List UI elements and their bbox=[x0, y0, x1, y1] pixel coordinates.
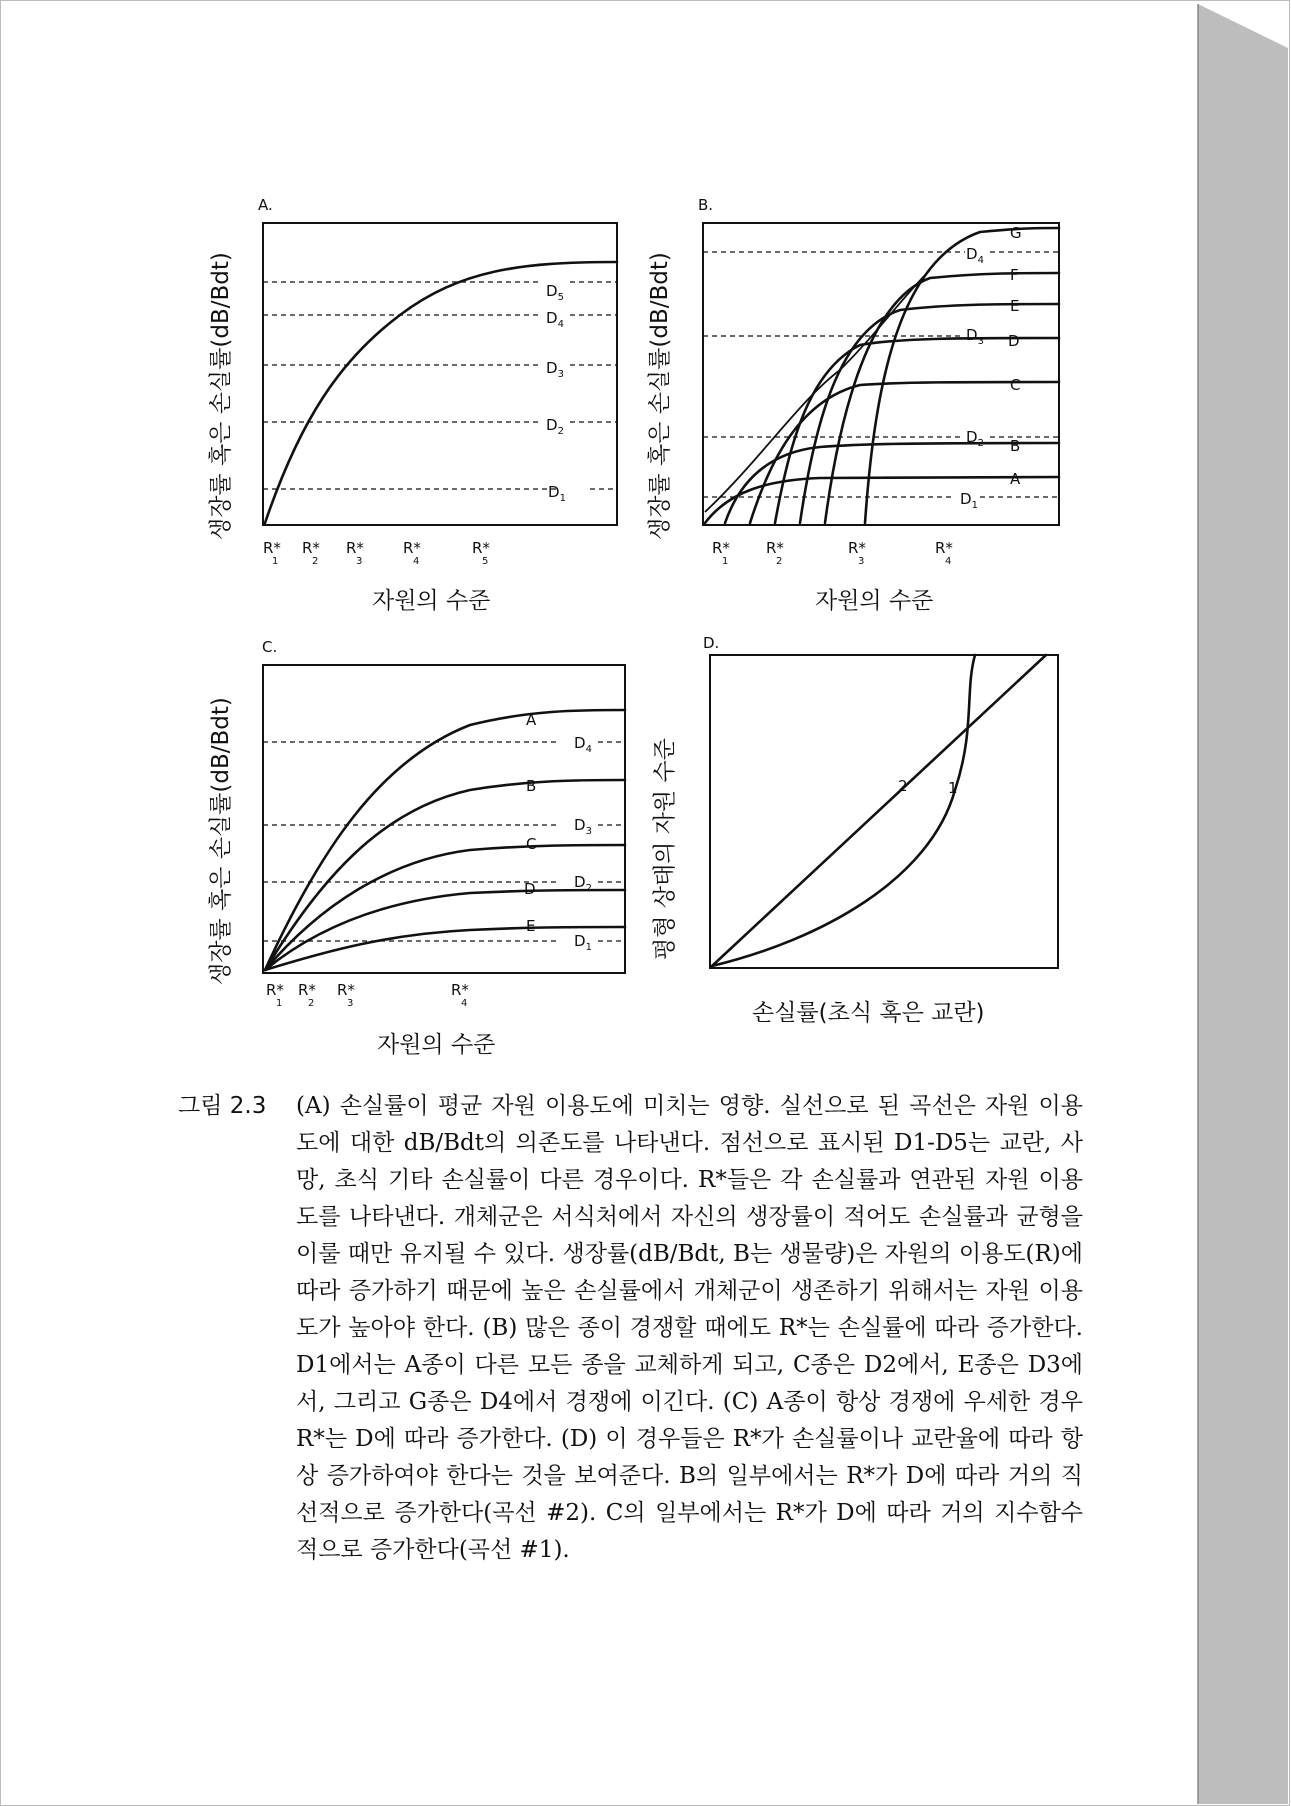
panel-d-label-2: 2 bbox=[898, 777, 908, 795]
panel-b-label-a: A bbox=[1010, 470, 1021, 488]
panel-b-r2-label: R* 2 bbox=[766, 539, 784, 567]
panel-b-r3-label: R* 3 bbox=[848, 539, 866, 567]
panel-b-label-e: E bbox=[1010, 297, 1020, 315]
panel-a-r1-label: R* 1 bbox=[263, 539, 281, 567]
panel-c-d3-label: $D_3$ bbox=[574, 816, 592, 837]
panel-a-r2-label: R* 2 bbox=[302, 539, 320, 567]
panel-a-ylabel: 생장률 혹은 손실률(dB/Bdt) bbox=[208, 252, 234, 540]
caption-label: 그림 2.3 bbox=[178, 1093, 267, 1119]
panel-d-label-1: 1 bbox=[948, 779, 958, 797]
panel-d-frame bbox=[710, 655, 1058, 968]
panel-b-label-g: G bbox=[1010, 224, 1022, 242]
panel-c-label-a: A bbox=[526, 711, 537, 729]
panel-b-d1-label: $D_1$ bbox=[960, 490, 978, 511]
panel-c-xlabel: 자원의 수준 bbox=[377, 1032, 496, 1058]
panel-c-d2-label: $D_2$ bbox=[574, 873, 592, 894]
panel-c bbox=[208, 638, 625, 1058]
panel-b-d4-label: $D_4$ bbox=[966, 245, 984, 266]
panel-a-r5-label: R* 5 bbox=[472, 539, 490, 567]
panel-c-label-c: C bbox=[526, 835, 537, 853]
panel-a-r4-label: R* 4 bbox=[403, 539, 421, 567]
panel-a bbox=[208, 196, 617, 614]
panel-d-xlabel: 손실률(초식 혹은 교란) bbox=[752, 1000, 985, 1026]
panel-c-r1-label: R* 1 bbox=[266, 981, 284, 1009]
panel-b-curve-f bbox=[825, 273, 1059, 523]
caption-text: (A) 손실률이 평균 자원 이용도에 미치는 영향. 실선으로 된 곡선은 자원 이용도에 대한 dB/Bdt의 의존도를 나타낸다. 점선으로 표시된 D1-D5는 교란, 사망, 초식 기타 손실률이 다른 경우이다. R*들은 각 손실률과 연관된 자원 이용도를 나타낸다. 개체군은 서식처에서 자신의 생장률이 적어도 손실률과 균형을 이룰 때만 유지될 수 있다. 생장률(dB/Bdt, B는 생물량)은 자원의 이용도(R)에 따라 증가하기 때문에 높은 손실률에서 개체군이 생존하기 위해서는 자원 이용도가 높아야 한다. (B) 많은 종이 경쟁할 때에도 R*는 손실률에 따라 증가한다. D1에서는 A종이 다른 모든 종을 교체하게 되고, C종은 D2에서, E종은 D3에서, 그리고 G종은 D4에서 경쟁에 이긴다. (C) A종이 항상 경쟁에 우세한 경우 R*는 D에 따라 증가한다. (D) 이 경우들은 R*가 손실률이나 교란율에 따라 항상 증가하여야 한다는 것을 보여준다. B의 일부에서는 R*가 D에 따라 거의 직선적으로 증가한다(곡선 #2). C의 일부에서는 R*가 D에 따라 거의 지수함수적으로 증가한다(곡선 #1). bbox=[296, 1093, 1083, 1563]
panel-c-d1-label: $D_1$ bbox=[574, 932, 592, 953]
caption-body bbox=[296, 1088, 1083, 1569]
panel-a-label: A. bbox=[258, 196, 273, 214]
panel-b-label-f: F bbox=[1010, 266, 1019, 284]
panel-b-label-c: C bbox=[1010, 376, 1021, 394]
panel-d-label: D. bbox=[703, 634, 720, 652]
panel-b-label: B. bbox=[698, 196, 714, 214]
panel-a-d2-label: $D_2$ bbox=[546, 416, 564, 437]
panel-b-label-d: D bbox=[1008, 332, 1020, 350]
panel-b-frame bbox=[703, 223, 1059, 525]
panel-a-d5-label: $D_5$ bbox=[546, 282, 564, 303]
panel-a-growth-curve bbox=[265, 262, 617, 523]
panel-a-d1-label: $D_1$ bbox=[548, 483, 566, 504]
panel-c-r4-label: R* 4 bbox=[451, 981, 469, 1009]
panel-d bbox=[652, 634, 1058, 1026]
panel-b-d2-label: $D_2$ bbox=[966, 428, 984, 449]
panel-a-d4-label: $D_4$ bbox=[546, 309, 564, 330]
panel-b-d3-label: $D_3$ bbox=[966, 326, 984, 347]
panel-b-r4-label: R* 4 bbox=[935, 539, 953, 567]
panel-a-xlabel: 자원의 수준 bbox=[372, 588, 491, 614]
panel-b-ylabel: 생장률 혹은 손실률(dB/Bdt) bbox=[647, 252, 673, 540]
panel-b-label-b: B bbox=[1010, 437, 1021, 455]
panel-c-label: C. bbox=[262, 638, 278, 656]
panel-b bbox=[647, 196, 1059, 614]
panel-c-d4-label: $D_4$ bbox=[574, 734, 592, 755]
panel-c-curve-c bbox=[265, 845, 625, 970]
panel-d-curve-2 bbox=[712, 655, 1046, 966]
panel-c-label-b: B bbox=[526, 777, 537, 795]
panel-b-r1-label: R* 1 bbox=[712, 539, 730, 567]
panel-b-xlabel: 자원의 수준 bbox=[815, 588, 934, 614]
panel-a-d3-label: $D_3$ bbox=[546, 359, 564, 380]
panel-a-r3-label: R* 3 bbox=[346, 539, 364, 567]
panel-d-ylabel: 평형 상태의 자원 수준 bbox=[652, 738, 678, 960]
panel-d-curve-1 bbox=[712, 655, 975, 966]
panel-c-label-e: E bbox=[526, 917, 536, 935]
panel-c-label-d: D bbox=[524, 880, 536, 898]
panel-c-ylabel: 생장률 혹은 손실률(dB/Bdt) bbox=[208, 697, 234, 985]
panel-c-r2-label: R* 2 bbox=[298, 981, 316, 1009]
panel-c-r3-label: R* 3 bbox=[337, 981, 355, 1009]
panel-c-curve-d bbox=[265, 890, 625, 970]
